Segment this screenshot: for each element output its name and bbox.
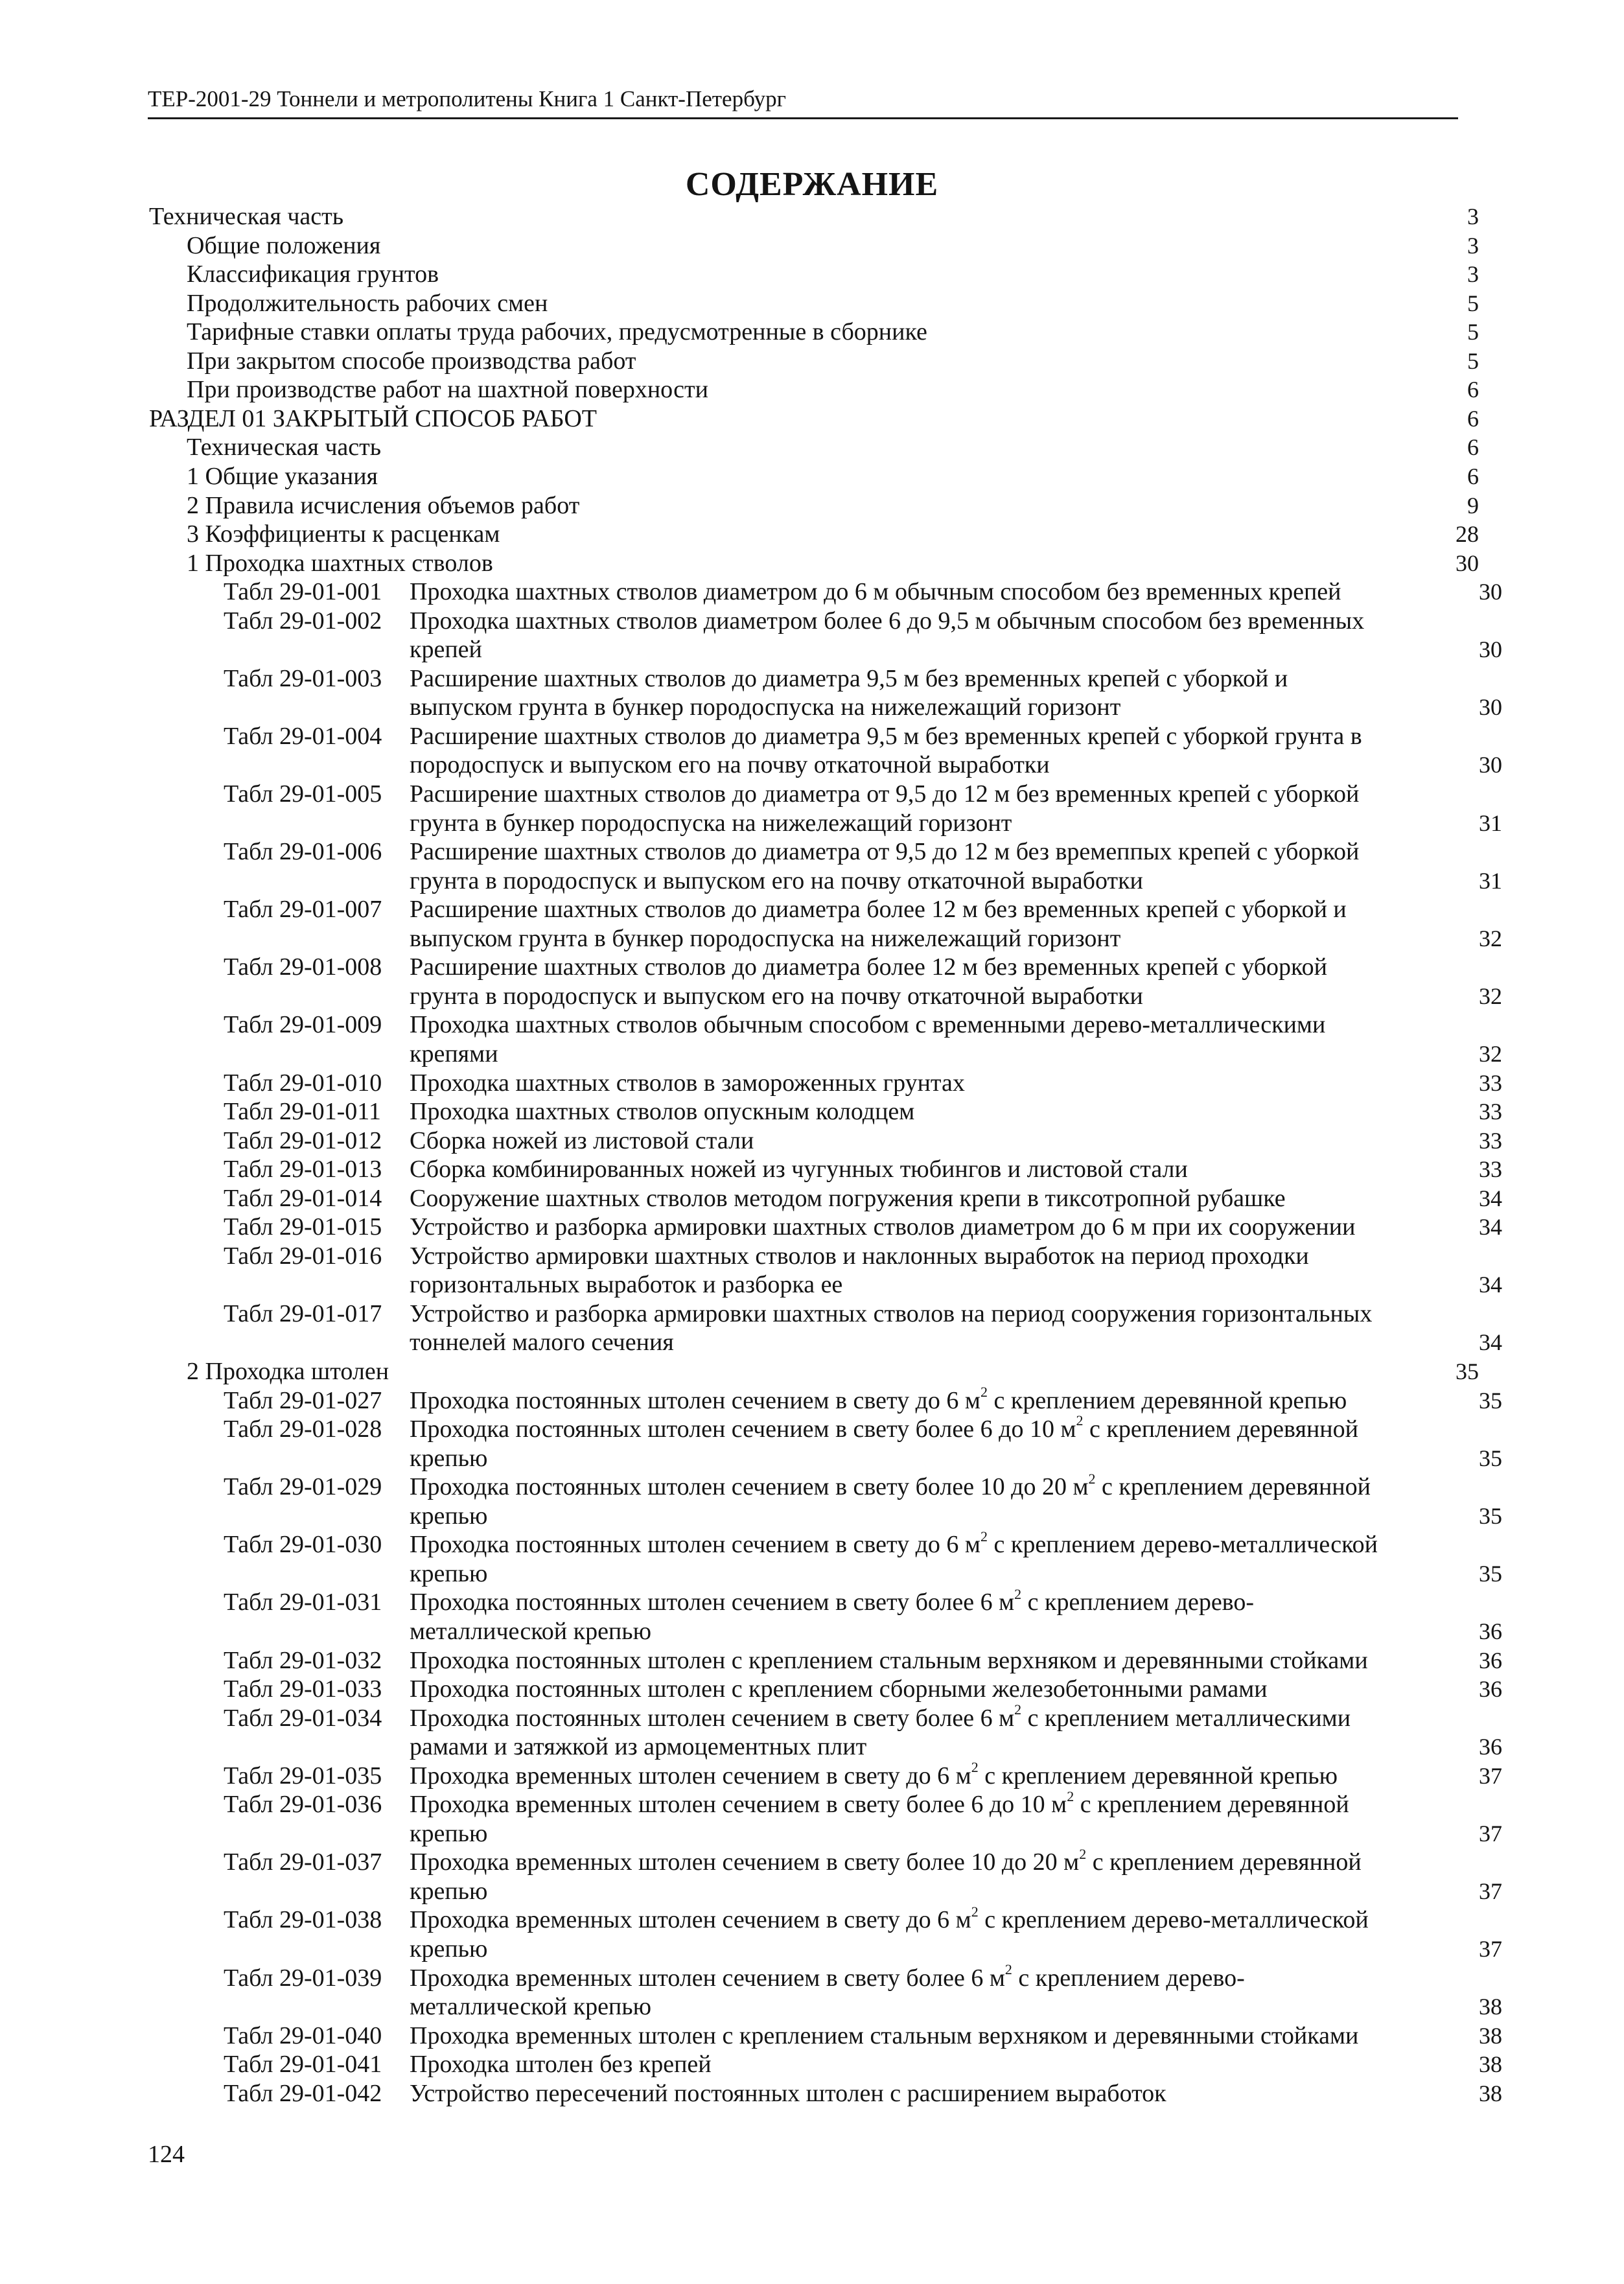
table-number: Табл 29-01-003 [224,664,382,692]
superscript-two: 2 [1014,1585,1022,1602]
entry-title: Проходка постоянных штолен сечением в свету до 6 $м^2$ с креплением дерево-металлической [410,1528,1378,1559]
toc-page-number: 32 [1479,983,1502,1009]
entry-title: При производстве работ на шахтной поверхности [187,376,708,404]
toc-page-number: 3 [1467,261,1479,288]
superscript-two: 2 [1079,1845,1087,1862]
toc-entry-line [224,1470,1371,1502]
toc-entry-line [224,1242,1309,1271]
toc-page-number: 3 [1467,204,1479,229]
toc-page-number: 34 [1479,1185,1502,1211]
table-number: Табл 29-01-038 [224,1906,382,1934]
entry-title: выпуском грунта в бункер породоспуска на нижележащий горизонт [410,693,1121,721]
toc-entry-line [224,1759,1338,1791]
entry-title: Расширение шахтных стволов до диаметра от 9,5 до 12 м без временных крепей с уборкой [410,780,1360,808]
entry-title: Техническая часть [187,434,382,461]
entry-title: 2 Проходка штолен [187,1358,389,1385]
entry-title: Проходка постоянных штолен сечением в свету более 6 $м^2$ с креплением дерево- [410,1585,1255,1616]
page-title: СОДЕРЖАНИЕ [685,166,939,203]
table-number: Табл 29-01-013 [224,1156,382,1183]
page-number: 124 [148,2141,185,2168]
toc-entry-line [224,1126,754,1156]
toc-entry-continuation [410,693,1120,722]
toc-page-number: 35 [1456,1358,1479,1384]
entry-title: Устройство и разборка армировки шахтных стволов диаметром до 6 м при их сооружении [410,1213,1356,1241]
entry-title: 3 Коэффициенты к расценкам [187,520,500,548]
toc-entry-continuation [410,1502,487,1531]
table-number: Табл 29-01-031 [224,1589,382,1616]
toc-entry-line [224,2050,712,2079]
toc-page-number: 9 [1467,492,1479,519]
entry-title: 1 Проходка шахтных стволов [187,549,493,577]
entry-title: РАЗДЕЛ 01 ЗАКРЫТЫЙ СПОСОБ РАБОТ [149,404,597,432]
entry-title: Расширение шахтных стволов до диаметра от 9,5 до 12 м без времеппых крепей с уборкой [410,838,1360,866]
toc-page-number: 37 [1479,1762,1502,1789]
toc-page-number: 30 [1456,550,1479,576]
toc-page-number: 30 [1479,694,1502,721]
toc-page-number: 30 [1479,752,1502,778]
entry-title: Расширение шахтных стволов до диаметра 9,5 м без временных крепей с уборкой грунта в [410,722,1362,750]
toc-page-number: 30 [1479,579,1502,605]
toc-entry-line [187,289,548,318]
toc-page-number: 3 [1467,232,1479,259]
toc-page-number: 32 [1479,1040,1502,1067]
toc-page-number: 37 [1479,1820,1502,1847]
toc-page-number: 38 [1479,2051,1502,2078]
toc-page-number: 38 [1479,1994,1502,2020]
superscript-two: 2 [1076,1412,1084,1429]
table-number: Табл 29-01-033 [224,1675,382,1703]
entry-title: Расширение шахтных стволов до диаметра 9,5 м без временных крепей с уборкой и [410,664,1288,692]
toc-entry-continuation [410,924,1120,953]
table-number: Табл 29-01-037 [224,1848,382,1876]
table-number: Табл 29-01-009 [224,1011,382,1039]
toc-page-number: 36 [1479,1647,1502,1673]
toc-page-number: 31 [1479,810,1502,836]
toc-page-number: 34 [1479,1272,1502,1298]
toc-entry-line [224,953,1327,982]
entry-title: Устройство армировки шахтных стволов и наклонных выработок на период проходки [410,1242,1309,1270]
entry-title: Расширение шахтных стволов до диаметра более 12 м без временных крепей с уборкой и [410,896,1347,924]
toc-page-number: 6 [1467,434,1479,461]
entry-title: Проходка постоянных штолен сечением в свету более 10 до 20 $м^2$ с креплением деревянной [410,1470,1371,1501]
superscript-two: 2 [980,1528,988,1544]
table-number: Табл 29-01-001 [224,578,382,606]
toc-entry-line [187,231,380,261]
entry-title: Тарифные ставки оплаты труда рабочих, предусмотренные в сборнике [187,318,927,346]
entry-title: горизонтальных выработок и разборка ее [410,1271,843,1299]
toc-page-number: 36 [1479,1734,1502,1760]
toc-page-number: 38 [1479,2080,1502,2106]
toc-entry-line [187,433,381,462]
toc-entry-line [224,1701,1351,1733]
toc-entry-continuation [410,1328,674,1357]
toc-entry-line [224,607,1364,636]
toc-entry-continuation [410,1819,487,1848]
entry-title: Техническая часть [149,203,344,230]
entry-title: крепей [410,636,482,664]
entry-title: Устройство пересечений постоянных штолен с расширением выработок [410,2079,1166,2107]
toc-entry-line [224,1412,1358,1444]
entry-title: крепями [410,1040,498,1067]
toc-entry-line [187,549,493,578]
entry-title: Проходка шахтных стволов диаметром более 6 до 9,5 м обычным способом без временных [410,607,1365,635]
toc-page-number: 38 [1479,2022,1502,2049]
toc-entry-line [224,1155,1188,1184]
entry-title: Классификация грунтов [187,261,439,288]
toc-entry-line [187,1357,389,1386]
entry-title: грунта в породоспуск и выпуском его на почву откаточной выработки [410,867,1143,894]
table-number: Табл 29-01-042 [224,2079,382,2107]
table-number: Табл 29-01-032 [224,1646,382,1674]
toc-entry-continuation [410,635,482,664]
toc-entry-line [224,1010,1325,1040]
toc-entry-continuation [410,1877,487,1906]
superscript-two: 2 [1088,1470,1096,1487]
toc-entry-line [224,664,1288,693]
toc-entry-line [224,722,1362,751]
entry-title: Проходка постоянных штолен сечением в свету до 6 $м^2$ с креплением деревянной крепью [410,1383,1347,1414]
table-number: Табл 29-01-036 [224,1791,382,1819]
toc-entry-line [224,1299,1372,1329]
toc-page-number: 34 [1479,1214,1502,1241]
toc-page-number: 35 [1479,1502,1502,1529]
toc-page-number: 37 [1479,1878,1502,1904]
toc-page-number: 34 [1479,1329,1502,1356]
entry-title: крепью [410,1444,488,1472]
toc-entry-line [187,347,636,376]
toc-entry-line [224,895,1347,924]
toc-page-number: 33 [1479,1069,1502,1096]
toc-page-number: 36 [1479,1676,1502,1703]
toc-entry-line [224,577,1341,607]
toc-entry-line [224,1961,1245,1993]
entry-title: крепью [410,1559,488,1587]
entry-title: рамами и затяжкой из армоцементных плит [410,1733,867,1761]
toc-entry-line [224,1383,1347,1416]
table-number: Табл 29-01-028 [224,1416,382,1443]
entry-title: Проходка постоянных штолен с креплением стальным верхняком и деревянными стойками [410,1646,1368,1674]
toc-entry-line [224,837,1359,867]
entry-title: Расширение шахтных стволов до диаметра более 12 м без временных крепей с уборкой [410,953,1327,981]
toc-page-number: 5 [1467,290,1479,316]
entry-title: Проходка постоянных штолен с креплением сборными железобетонными рамами [410,1675,1268,1703]
table-number: Табл 29-01-002 [224,607,382,635]
entry-title: грунта в породоспуск и выпуском его на почву откаточной выработки [410,982,1143,1010]
superscript-two: 2 [1004,1961,1012,1977]
toc-entry-continuation [410,1935,487,1964]
table-number: Табл 29-01-005 [224,780,382,808]
table-number: Табл 29-01-007 [224,896,382,924]
toc-page-number: 5 [1467,319,1479,345]
entry-title: Сборка ножей из листовой стали [410,1126,754,1154]
toc-entry-continuation [410,1040,498,1069]
toc-entry-line [187,260,439,289]
entry-title: Сборка комбинированных ножей из чугунных тюбингов и листовой стали [410,1156,1188,1183]
table-number: Табл 29-01-027 [224,1386,382,1414]
table-number: Табл 29-01-016 [224,1242,382,1270]
toc-entry-line [224,2079,1166,2108]
toc-page-number: 32 [1479,925,1502,951]
toc-entry-line [224,1097,914,1126]
entry-title: Проходка временных штолен сечением в свету более 6 до 10 $м^2$ с креплением деревянной [410,1788,1349,1819]
entry-title: Продолжительность рабочих смен [187,289,548,317]
entry-title: Проходка временных штолен с креплением стальным верхняком и деревянными стойками [410,2022,1359,2049]
toc-page-number: 6 [1467,377,1479,403]
entry-title: Проходка временных штолен сечением в свету до 6 $м^2$ с креплением дерево-металлической [410,1903,1369,1934]
toc-entry-continuation [410,1992,651,2022]
running-header: ТЕР-2001-29 Тоннели и метрополитены Книга 1 Санкт-Петербург [148,86,786,111]
entry-title: Проходка шахтных стволов опускным колодцем [410,1098,915,1126]
entry-title: грунта в бункер породоспуска на нижележащий горизонт [410,809,1012,837]
toc-entry-line [224,2022,1358,2051]
entry-title: породоспуск и выпуском его на почву откаточной выработки [410,751,1050,779]
superscript-two: 2 [1067,1788,1074,1804]
toc-entry-line [187,520,500,549]
superscript-two: 2 [980,1383,988,1400]
toc-entry-line [224,780,1359,809]
entry-title: Проходка шахтных стволов в замороженных грунтах [410,1069,965,1097]
toc-page-number: 6 [1467,405,1479,432]
toc-entry-line [149,202,343,231]
toc-entry-line [224,1790,1349,1819]
superscript-two: 2 [1014,1701,1022,1718]
toc-page-number: 30 [1479,636,1502,663]
toc-page-number: 37 [1479,1936,1502,1962]
toc-page-number: 5 [1467,347,1479,374]
table-number: Табл 29-01-004 [224,722,382,750]
toc-page-number: 33 [1479,1156,1502,1183]
toc-entry-continuation [410,1270,842,1299]
toc-entry-line [224,1530,1378,1559]
table-number: Табл 29-01-010 [224,1069,382,1097]
table-number: Табл 29-01-012 [224,1126,382,1154]
toc-entry-line [187,491,579,520]
entry-title: Проходка штолен без крепей [410,2051,712,2079]
toc-entry-line [224,1213,1355,1242]
entry-title: Проходка временных штолен сечением в свету до 6 $м^2$ с креплением деревянной крепью [410,1759,1338,1789]
table-number: Табл 29-01-006 [224,838,382,866]
table-number: Табл 29-01-034 [224,1704,382,1732]
toc-entry-line [224,1585,1255,1617]
entry-title: тоннелей малого сечения [410,1329,674,1357]
toc-entry-line [224,1675,1268,1704]
entry-title: Проходка постоянных штолен сечением в свету более 6 до 10 $м^2$ с креплением деревянной [410,1412,1358,1443]
entry-title: 1 Общие указания [187,462,378,490]
entry-title: крепью [410,1819,488,1847]
superscript-two: 2 [971,1903,979,1920]
entry-title: Проходка постоянных штолен сечением в свету более 6 $м^2$ с креплением металлическими [410,1701,1351,1732]
table-number: Табл 29-01-039 [224,1964,382,1992]
table-number: Табл 29-01-040 [224,2022,382,2049]
toc-entry-continuation [410,751,1050,780]
toc-page-number: 33 [1479,1127,1502,1154]
toc-page-number: 35 [1479,1560,1502,1587]
table-number: Табл 29-01-035 [224,1762,382,1789]
toc-entry-line [224,1905,1369,1935]
toc-entry-continuation [410,1559,487,1589]
toc-entry-continuation [410,867,1143,896]
superscript-two: 2 [971,1759,979,1776]
toc-entry-line [224,1184,1286,1213]
table-number: Табл 29-01-015 [224,1213,382,1241]
toc-page-number: 33 [1479,1099,1502,1125]
entry-title: При закрытом способе производства работ [187,347,636,375]
entry-title: выпуском грунта в бункер породоспуска на нижележащий горизонт [410,924,1121,952]
toc-entry-line [187,462,378,491]
toc-page-number: 31 [1479,867,1502,894]
table-number: Табл 29-01-011 [224,1098,381,1126]
entry-title: Сооружение шахтных стволов методом погружения крепи в тиксотропной рубашке [410,1184,1286,1212]
toc-entry-continuation [410,1617,651,1646]
table-number: Табл 29-01-029 [224,1473,382,1501]
entry-title: Проходка шахтных стволов диаметром до 6 м обычным способом без временных крепей [410,578,1341,606]
toc-page-number: 28 [1456,521,1479,548]
toc-page-number: 35 [1479,1387,1502,1414]
table-number: Табл 29-01-014 [224,1184,382,1212]
table-number: Табл 29-01-041 [224,2051,382,2079]
toc-entry-line [224,1845,1362,1877]
toc-entry-line [187,318,927,347]
table-number: Табл 29-01-030 [224,1531,382,1559]
toc-entry-line [224,1646,1368,1675]
entry-title: металлической крепью [410,1993,651,2021]
entry-title: Проходка временных штолен сечением в свету более 10 до 20 $м^2$ с креплением деревянной [410,1845,1362,1876]
toc-entry-line [149,404,597,434]
entry-title: 2 Правила исчисления объемов работ [187,491,580,519]
table-number: Табл 29-01-008 [224,953,382,981]
toc-entry-line [224,1069,965,1098]
entry-title: крепью [410,1935,488,1963]
toc-entry-continuation [410,1732,866,1762]
entry-title: крепью [410,1877,488,1905]
toc-page-number: 36 [1479,1618,1502,1644]
toc-page-number: 35 [1479,1445,1502,1471]
toc-entry-continuation [410,1444,487,1473]
entry-title: металлической крепью [410,1617,651,1645]
entry-title: Общие положения [187,231,381,259]
entry-title: крепью [410,1502,488,1530]
toc-entry-continuation [410,982,1143,1011]
entry-title: Проходка шахтных стволов обычным способом с временными дерево-металлическими [410,1011,1326,1039]
entry-title: Проходка временных штолен сечением в свету более 6 $м^2$ с креплением дерево- [410,1961,1245,1992]
toc-entry-line [187,375,708,404]
table-number: Табл 29-01-017 [224,1299,382,1327]
entry-title: Устройство и разборка армировки шахтных стволов на период сооружения горизонтальных [410,1299,1373,1327]
toc-page-number: 6 [1467,463,1479,489]
toc-entry-continuation [410,809,1012,838]
